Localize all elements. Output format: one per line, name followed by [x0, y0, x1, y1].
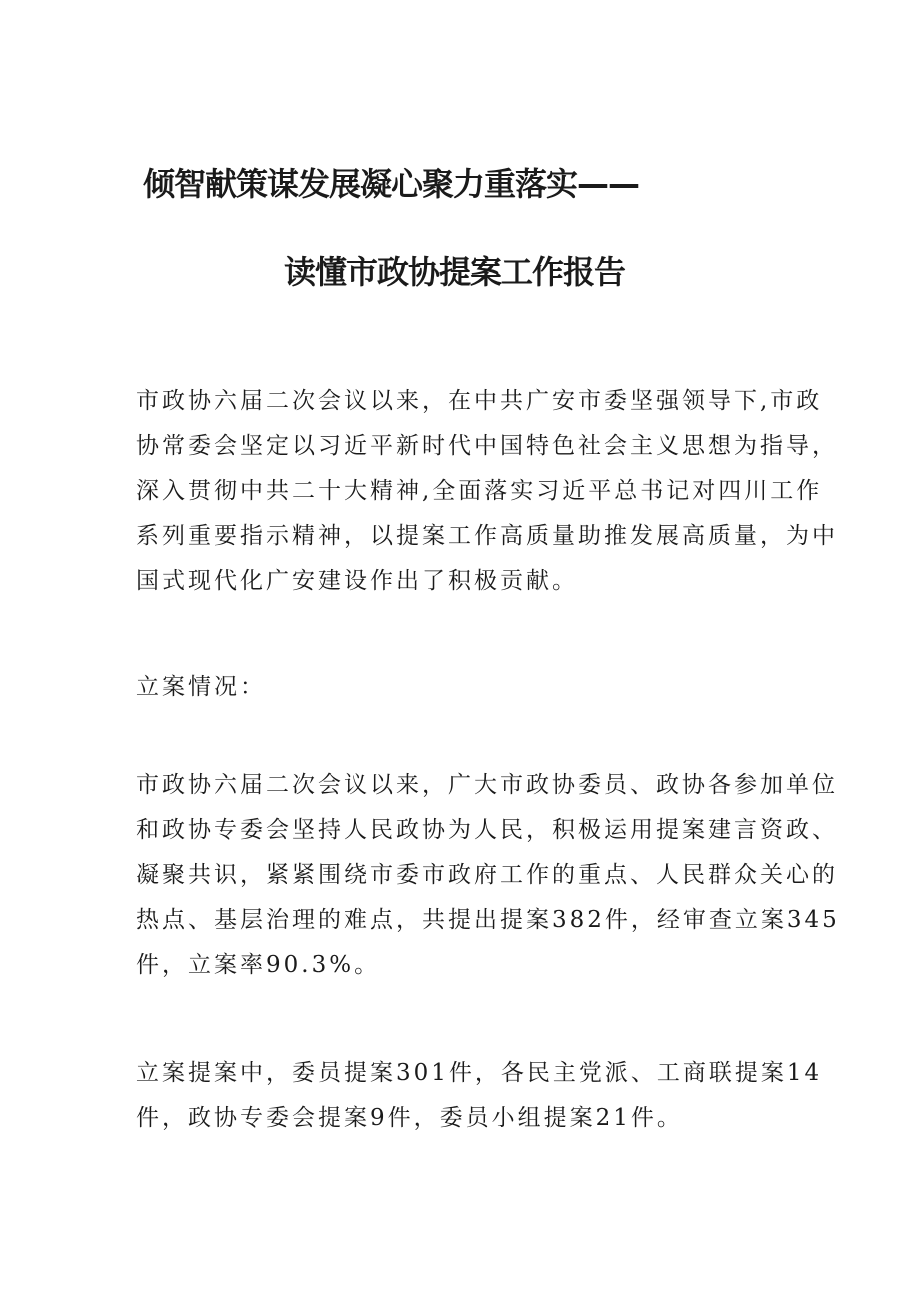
- section-heading-filing-status: [136, 665, 806, 710]
- section-heading-text: 立案情况：: [136, 674, 266, 700]
- paragraph-line: 市政协六届二次会议以来，广大市政协委员、政协各参加单位: [136, 772, 838, 798]
- paragraph-line: 系列重要指示精神，以提案工作高质量助推发展高质量，为中: [136, 523, 838, 549]
- document-title-line-2: 读懂市政协提案工作报告: [284, 253, 626, 291]
- paragraph-line: 立案提案中，委员提案301件，各民主党派、工商联提案14: [136, 1060, 823, 1086]
- breakdown-paragraph: [136, 1051, 823, 1141]
- paragraph-line: 市政协六届二次会议以来，在中共广安市委坚强领导下,市政: [136, 388, 823, 414]
- document-title-line-1: 倾智献策谋发展凝心聚力重落实——: [143, 165, 640, 203]
- paragraph-line: 深入贯彻中共二十大精神,全面落实习近平总书记对四川工作: [136, 478, 823, 504]
- paragraph-line: 热点、基层治理的难点，共提出提案382件，经审查立案345: [136, 907, 840, 933]
- intro-paragraph: [136, 379, 838, 604]
- paragraph-line: 件，立案率90.3%。: [136, 952, 381, 978]
- paragraph-line: 件，政协专委会提案9件，委员小组提案21件。: [136, 1105, 683, 1131]
- paragraph-line: 和政协专委会坚持人民政协为人民，积极运用提案建言资政、: [136, 817, 838, 843]
- paragraph-line: 协常委会坚定以习近平新时代中国特色社会主义思想为指导，: [136, 433, 838, 459]
- paragraph-line: 国式现代化广安建设作出了积极贡献。: [136, 568, 578, 594]
- stats-paragraph: [136, 763, 840, 988]
- paragraph-line: 凝聚共识，紧紧围绕市委市政府工作的重点、人民群众关心的: [136, 862, 838, 888]
